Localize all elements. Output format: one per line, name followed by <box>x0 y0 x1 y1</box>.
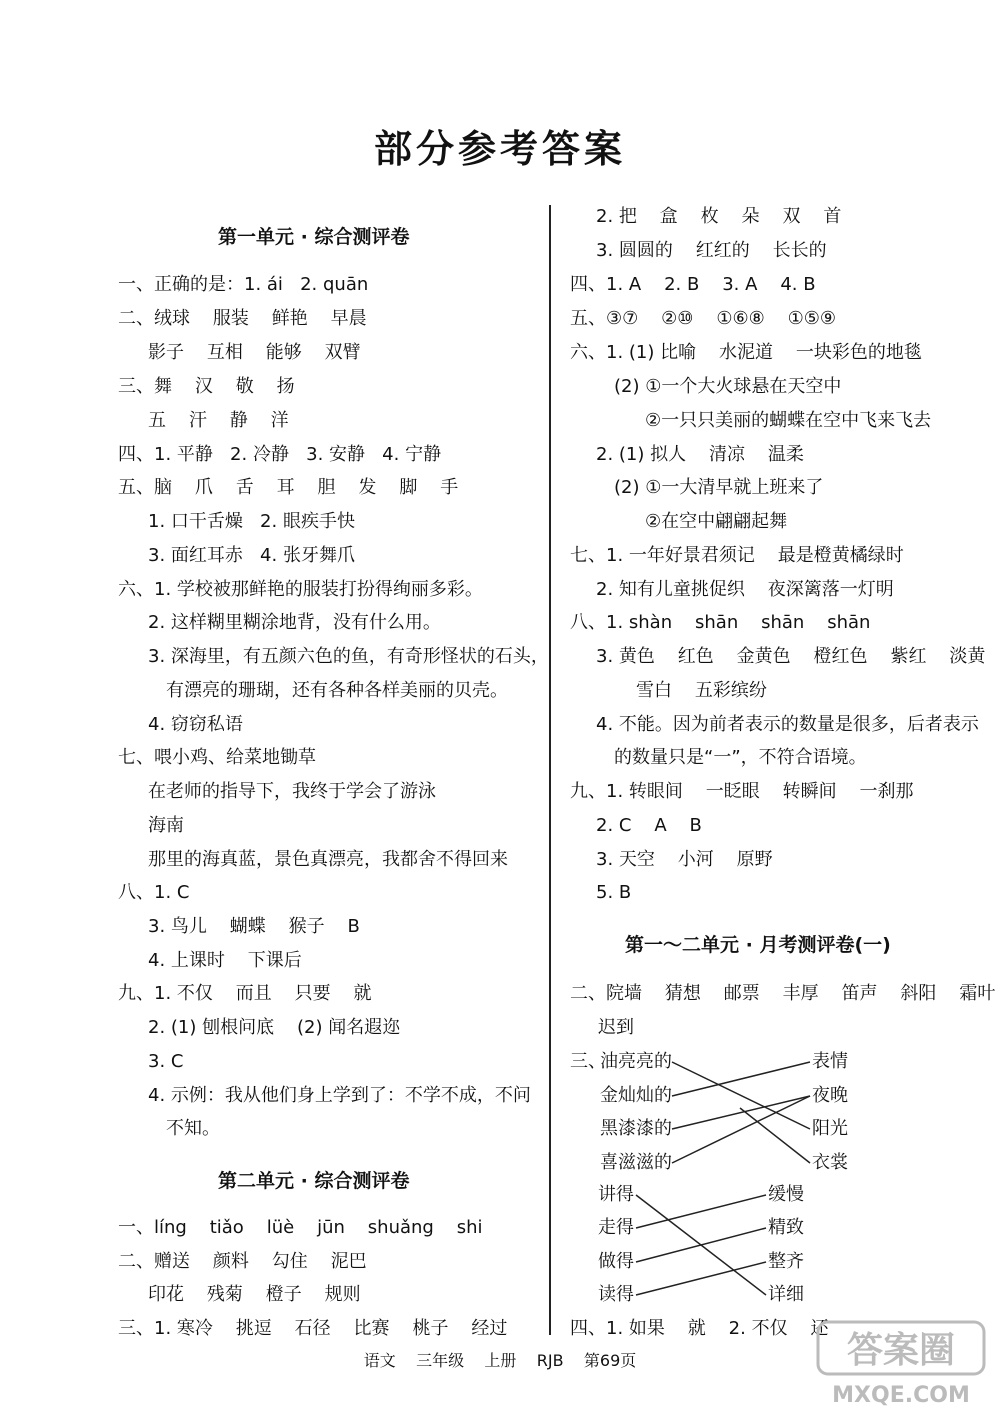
answer-line: 2. 把 盒 枚 朵 双 首 <box>596 206 842 227</box>
answer-line: 雪白 五彩缤纷 <box>636 680 767 701</box>
answer-line: 印花 残菊 橙子 规则 <box>148 1284 361 1305</box>
answer-line: 三、舞 汉 敬 扬 <box>118 376 295 397</box>
page-title: 部分参考答案 <box>373 126 626 171</box>
answer-line: 海南 <box>148 815 184 836</box>
answer-line: 八、1. shàn shān shān shān <box>570 612 871 633</box>
match-line <box>672 1062 810 1129</box>
match1-right-item: 夜晚 <box>812 1085 848 1106</box>
answer-line: 3. 黄色 红色 金黄色 橙红色 紫红 淡黄 <box>596 646 986 667</box>
answer-line: 在老师的指导下，我终于学会了游泳 <box>148 781 436 802</box>
match-line <box>672 1096 810 1129</box>
answer-line: 3. 深海里，有五颜六色的鱼，有奇形怪状的石头， <box>148 646 549 667</box>
answer-line: 影子 互相 能够 双臂 <box>148 342 361 363</box>
answer-line: 4. 上课时 下课后 <box>148 950 302 971</box>
answer-line: 3. 鸟儿 蝴蝶 猴子 B <box>148 916 360 937</box>
answer-line: 九、1. 不仅 而且 只要 就 <box>118 983 372 1004</box>
answer-line: 五 汗 静 洋 <box>148 410 289 431</box>
answer-line: 3. 面红耳赤 4. 张牙舞爪 <box>148 545 355 566</box>
answer-line: 七、喂小鸡、给菜地锄草 <box>118 747 316 768</box>
answer-line: 三、1. 寒冷 挑逗 石径 比赛 桃子 经过 <box>118 1318 508 1339</box>
match2-left-item: 读得 <box>598 1284 634 1305</box>
answer-line: 3. C <box>148 1051 184 1072</box>
match1-left-item: 油亮亮的 <box>600 1051 672 1072</box>
match1-left-item: 金灿灿的 <box>600 1085 672 1106</box>
answer-line: 5. B <box>596 882 632 903</box>
answer-line: 4. 示例：我从他们身上学到了：不学不成，不问 <box>148 1085 531 1106</box>
match-line <box>636 1262 766 1295</box>
answer-line: 有漂亮的珊瑚，还有各种各样美丽的贝壳。 <box>166 680 508 701</box>
answer-line: 六、1. 学校被那鲜艳的服装打扮得绚丽多彩。 <box>118 579 483 600</box>
answer-line: 那里的海真蓝，景色真漂亮，我都舍不得回来 <box>148 849 508 870</box>
match2-right-item: 详细 <box>768 1284 804 1305</box>
match-line <box>672 1062 810 1096</box>
unit2-heading: 第二单元 · 综合测评卷 <box>218 1170 410 1192</box>
answer-line: 四、1. 如果 就 2. 不仅 还 <box>570 1318 829 1339</box>
watermark-logo <box>816 1318 986 1410</box>
answer-line: 4. 窃窃私语 <box>148 714 243 735</box>
match-line <box>636 1195 766 1228</box>
match1-right-item: 阳光 <box>812 1118 848 1139</box>
answer-line: 六、1. (1) 比喻 水泥道 一块彩色的地毯 <box>570 342 922 363</box>
match2-left-item: 做得 <box>598 1251 634 1272</box>
answer-line: 一、正确的是：1. ái 2. quān <box>118 274 369 295</box>
page-footer: 语文 三年级 上册 RJB 第69页 <box>363 1351 637 1370</box>
answer-line: 一、líng tiǎo lüè jūn shuǎng shi <box>118 1217 483 1238</box>
match1-left-item: 喜滋滋的 <box>600 1152 672 1173</box>
unit1-heading: 第一单元 · 综合测评卷 <box>218 226 410 248</box>
answer-line: 四、1. A 2. B 3. A 4. B <box>570 274 816 295</box>
answer-line: 五、脑 爪 舌 耳 胆 发 脚 手 <box>118 477 459 498</box>
answer-line: ②一只只美丽的蝴蝶在空中飞来飞去 <box>645 410 932 431</box>
answer-line: 七、1. 一年好景君须记 最是橙黄橘绿时 <box>570 545 904 566</box>
watermark-text: 答案圈 <box>846 1330 956 1371</box>
answer-line: 九、1. 转眼间 一眨眼 转瞬间 一刹那 <box>570 781 914 802</box>
answer-line: (2) ①一大清早就上班来了 <box>614 477 824 498</box>
match2-right-item: 整齐 <box>768 1251 804 1272</box>
watermark-url: MXQE.COM <box>832 1383 970 1408</box>
answer-line: (2) ①一个大火球悬在天空中 <box>614 376 842 397</box>
answer-line: 3. 圆圆的 红红的 长长的 <box>596 240 827 261</box>
match2-right-item: 精致 <box>768 1217 804 1238</box>
answer-line: 的数量只是“一”，不符合语境。 <box>614 747 867 768</box>
match-line <box>740 1108 810 1163</box>
match2-left-item: 走得 <box>598 1217 634 1238</box>
match2-right-item: 缓慢 <box>768 1184 804 1205</box>
answer-line: 五、③⑦ ②⑩ ①⑥⑧ ①⑤⑨ <box>570 308 837 329</box>
answer-line: ②在空中翩翩起舞 <box>645 511 788 532</box>
monthly-test-heading: 第一～二单元 · 月考测评卷(一) <box>625 934 891 956</box>
answer-line: 不知。 <box>166 1118 220 1139</box>
match1-right-item: 衣裳 <box>812 1152 848 1173</box>
answer-line: 三、 <box>570 1051 606 1072</box>
match1-left-item: 黑漆漆的 <box>600 1118 672 1139</box>
answer-line: 迟到 <box>598 1017 634 1038</box>
answer-line: 2. (1) 拟人 清凉 温柔 <box>596 444 804 465</box>
match1-right-item: 表情 <box>812 1051 848 1072</box>
answer-line: 3. 天空 小河 原野 <box>596 849 773 870</box>
match-line <box>636 1228 766 1262</box>
answer-line: 2. (1) 刨根问底 (2) 闻名遐迩 <box>148 1017 401 1038</box>
answer-line: 2. 这样糊里糊涂地背，没有什么用。 <box>148 612 441 633</box>
match-line <box>672 1096 810 1163</box>
answer-line: 二、院墙 猜想 邮票 丰厚 笛声 斜阳 霜叶 <box>570 983 996 1004</box>
answer-line: 2. 知有儿童挑促织 夜深篱落一灯明 <box>596 579 894 600</box>
answer-line: 1. 口干舌燥 2. 眼疾手快 <box>148 511 355 532</box>
answer-line: 八、1. C <box>118 882 190 903</box>
answer-line: 2. C A B <box>596 815 702 836</box>
answer-line: 二、绒球 服装 鲜艳 早晨 <box>118 308 367 329</box>
answer-line: 二、赠送 颜料 勾住 泥巴 <box>118 1251 367 1272</box>
answer-line: 四、1. 平静 2. 冷静 3. 安静 4. 宁静 <box>118 444 442 465</box>
answer-line: 4. 不能。因为前者表示的数量是很多，后者表示 <box>596 714 979 735</box>
match2-left-item: 讲得 <box>598 1184 634 1205</box>
